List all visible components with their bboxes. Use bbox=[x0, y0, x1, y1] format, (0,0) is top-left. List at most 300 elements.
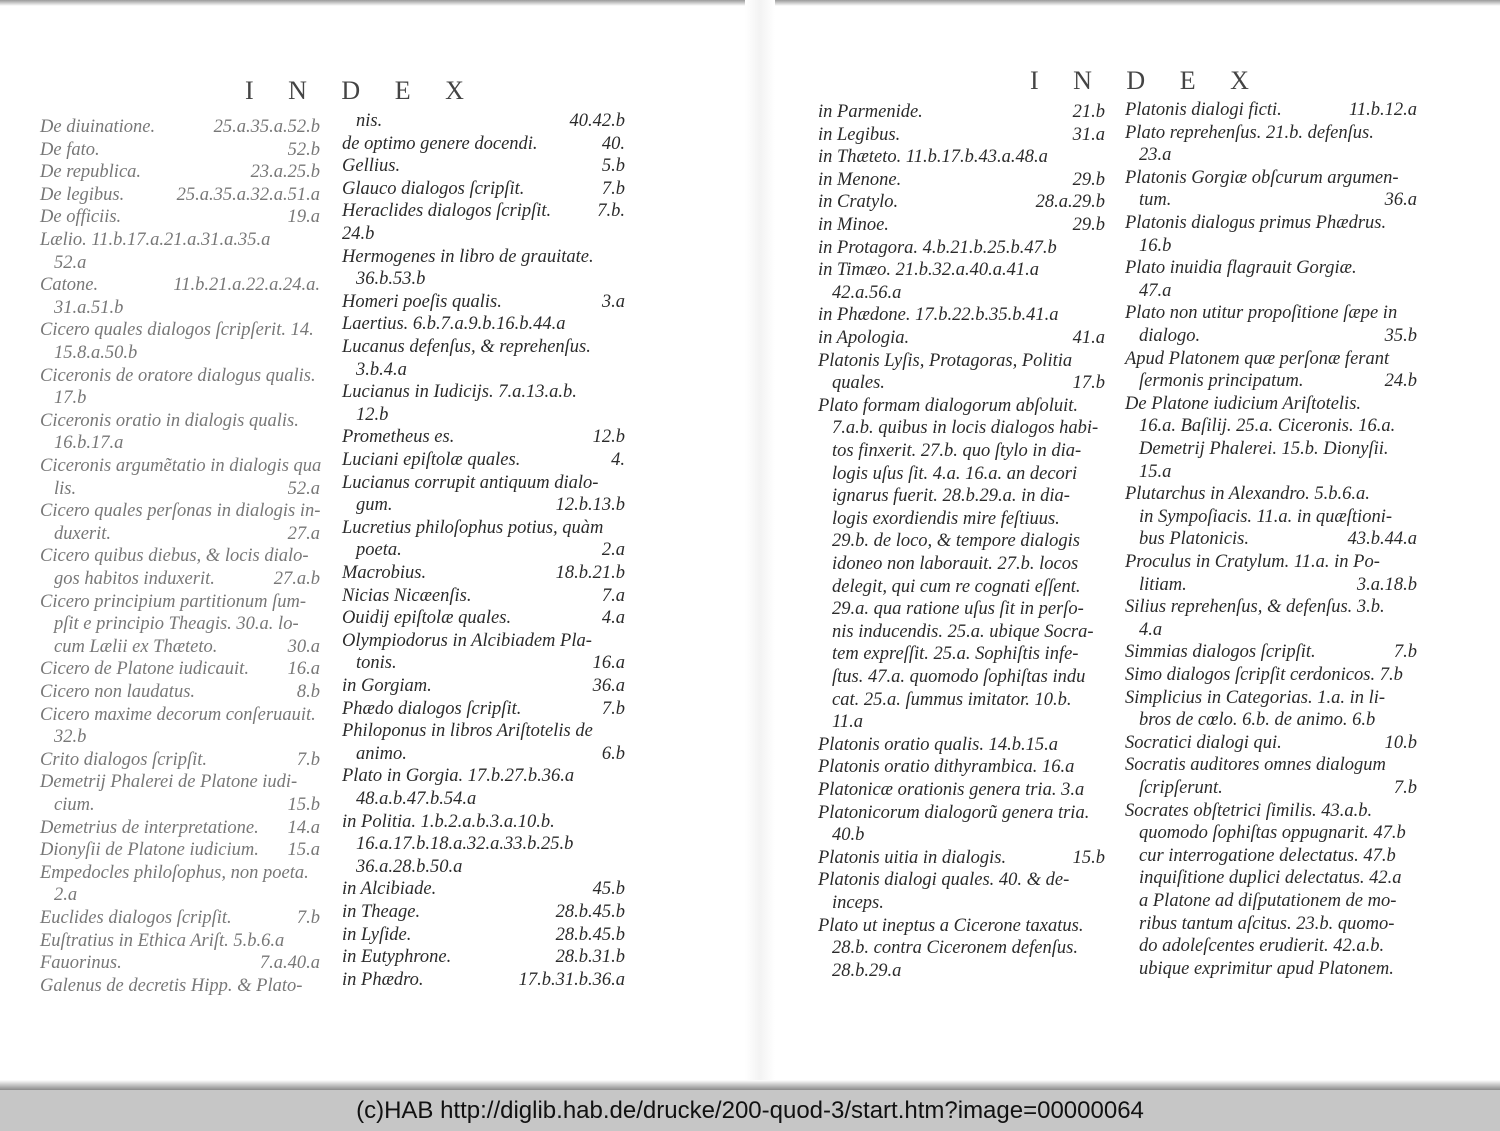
entry-text: cium. bbox=[54, 795, 95, 815]
index-entry bbox=[818, 915, 1105, 938]
index-entry bbox=[342, 743, 625, 766]
entry-text: gos habitos induxerit. bbox=[54, 569, 215, 589]
index-entry bbox=[342, 969, 625, 992]
entry-text: Nicias Nicæenſis. bbox=[342, 585, 472, 606]
page-reference: 30.a bbox=[287, 636, 320, 657]
entry-text: lis. bbox=[54, 478, 77, 499]
index-entry bbox=[1125, 777, 1417, 800]
entry-text: Ciceronis oratio in dialogis qualis. bbox=[40, 410, 299, 431]
page-reference: 5.b bbox=[601, 156, 625, 177]
index-entry bbox=[342, 924, 625, 947]
index-entry bbox=[1125, 506, 1417, 529]
index-entry bbox=[342, 223, 625, 246]
entry-text: in Legibus. bbox=[818, 124, 901, 145]
entry-text: 7.a.b. quibus in locis dialogos habi- bbox=[832, 418, 1099, 439]
entry-text: 36.a.28.b.50.a bbox=[356, 856, 463, 877]
entry-text: in Phædone. 17.b.22.b.35.b.41.a bbox=[818, 305, 1059, 326]
entry-text: Plato formam dialogorum abſoluit. bbox=[818, 395, 1079, 416]
entry-text: de optimo genere docendi. bbox=[342, 133, 538, 154]
index-entry bbox=[40, 184, 320, 207]
page-reference: 52.b bbox=[287, 139, 320, 160]
index-entry bbox=[40, 704, 320, 727]
entry-text: Cicero de Platone iudicauit. bbox=[40, 659, 249, 680]
page-reference: 19.a bbox=[287, 207, 320, 228]
index-entry bbox=[40, 342, 320, 365]
index-entry bbox=[818, 734, 1105, 757]
page-reference: 7.b bbox=[601, 178, 625, 199]
entry-text: quomodo ſophiſtas oppugnarit. 47.b bbox=[1139, 823, 1406, 844]
entry-text: inquiſitione duplici delectatus. 42.a bbox=[1139, 868, 1402, 889]
index-entry bbox=[40, 794, 320, 817]
page-reference: 35.b bbox=[1384, 326, 1417, 346]
index-entry bbox=[40, 749, 320, 772]
index-entry bbox=[342, 856, 625, 879]
entry-text: De fato. bbox=[40, 139, 100, 160]
page-reference: 3.a.18.b bbox=[1356, 574, 1417, 595]
entry-text: De diuinatione. bbox=[40, 117, 156, 137]
page-reference: 28.a.29.b bbox=[1035, 192, 1105, 213]
entry-text: duxerit. bbox=[54, 523, 112, 544]
entry-text: in Politia. 1.b.2.a.b.3.a.10.b. bbox=[342, 811, 555, 832]
index-entry bbox=[1125, 732, 1417, 755]
entry-text: 29.b. de loco, & tempore dialogis bbox=[832, 531, 1081, 552]
entry-text: in Cratylo. bbox=[818, 192, 899, 213]
index-entry bbox=[818, 485, 1105, 508]
index-entry bbox=[1125, 235, 1417, 258]
index-entry bbox=[1125, 528, 1417, 551]
index-entry bbox=[1125, 845, 1417, 868]
entry-text: Cicero quibus diebus, & locis dialo- bbox=[40, 546, 309, 567]
index-entry bbox=[818, 621, 1105, 644]
entry-text: 31.a.51.b bbox=[54, 297, 124, 318]
entry-text: tonis. bbox=[356, 653, 397, 674]
entry-text: Platonicæ orationis genera tria. 3.a bbox=[818, 780, 1085, 800]
entry-text: 52.a bbox=[54, 252, 87, 273]
entry-text: 29.a. qua ratione uſus ſit in perſo- bbox=[832, 599, 1084, 620]
index-entry bbox=[1125, 664, 1417, 687]
left-page-header: I N D E X bbox=[245, 76, 478, 105]
index-entry bbox=[1125, 415, 1417, 438]
entry-text: Apud Platonem quæ perſonæ ferant bbox=[1125, 348, 1390, 369]
index-entry bbox=[40, 139, 320, 162]
entry-text: Demetrius de interpretatione. bbox=[40, 817, 259, 838]
index-entry bbox=[1125, 212, 1417, 235]
index-entry bbox=[40, 568, 320, 591]
entry-text: 15.8.a.50.b bbox=[54, 343, 138, 363]
index-entry bbox=[342, 494, 625, 517]
scan-edge-bottom bbox=[0, 1080, 1500, 1090]
entry-text: 16.b.17.a bbox=[54, 433, 124, 454]
index-entry bbox=[1125, 551, 1417, 574]
index-entry bbox=[1125, 438, 1417, 461]
entry-text: Platonis Gorgiæ obſcurum argumen- bbox=[1125, 167, 1399, 188]
page-reference: 14.a bbox=[287, 817, 320, 838]
page-reference: 25.a.35.a.52.b bbox=[213, 117, 320, 137]
entry-text: Euclides dialogos ſcripſit. bbox=[40, 908, 232, 928]
index-entry bbox=[40, 116, 320, 139]
entry-text: ignarus fuerit. 28.b.29.a. in dia- bbox=[832, 486, 1070, 507]
index-entry bbox=[818, 553, 1105, 576]
page-reference: 16.a bbox=[592, 653, 625, 674]
index-entry bbox=[818, 395, 1105, 418]
page-reference: 27.a bbox=[287, 523, 320, 544]
entry-text: Ouidij epiſtolæ quales. bbox=[342, 608, 512, 629]
page-reference: 16.a bbox=[287, 659, 320, 680]
index-entry bbox=[40, 862, 320, 885]
page-reference: 28.b.45.b bbox=[555, 924, 625, 945]
index-entry bbox=[342, 449, 625, 472]
entry-text: Plato ut ineptus a Cicerone taxatus. bbox=[818, 915, 1084, 936]
index-entry bbox=[1125, 325, 1417, 348]
index-entry bbox=[818, 869, 1105, 892]
page-reference: 12.b.13.b bbox=[555, 495, 625, 516]
entry-text: ubique exprimitur apud Platonem. bbox=[1139, 958, 1394, 979]
entry-text: Philoponus in libros Ariſtotelis de bbox=[342, 721, 593, 742]
entry-text: nis inducendis. 25.a. ubique Socra- bbox=[832, 621, 1094, 642]
page-reference: 36.a bbox=[1384, 190, 1417, 211]
index-entry bbox=[818, 417, 1105, 440]
entry-text: Cicero non laudatus. bbox=[40, 682, 196, 702]
index-entry bbox=[818, 372, 1105, 395]
entry-text: Olympiodorus in Alcibiadem Pla- bbox=[342, 630, 592, 651]
index-entry bbox=[342, 246, 625, 269]
entry-text: Catone. bbox=[40, 275, 99, 296]
page-reference: 15.a bbox=[287, 840, 320, 861]
index-entry bbox=[342, 765, 625, 788]
entry-text: in Minoe. bbox=[818, 215, 889, 235]
page-reference: 7.b bbox=[1393, 642, 1417, 663]
entry-text: animo. bbox=[356, 743, 407, 764]
index-entry bbox=[342, 675, 625, 698]
index-entry bbox=[818, 756, 1105, 779]
entry-text: 12.b bbox=[356, 404, 389, 425]
index-entry bbox=[818, 847, 1105, 870]
index-entry bbox=[40, 545, 320, 568]
page-reference: 7.b bbox=[296, 908, 320, 928]
entry-text: 24.b bbox=[342, 224, 375, 244]
index-entry bbox=[1125, 302, 1417, 325]
index-entry bbox=[40, 839, 320, 862]
page-reference: 10.b bbox=[1384, 732, 1417, 753]
index-entry bbox=[818, 508, 1105, 531]
index-entry bbox=[342, 698, 625, 721]
index-entry bbox=[342, 652, 625, 675]
index-entry bbox=[1125, 280, 1417, 303]
entry-text: 32.b bbox=[54, 727, 87, 748]
index-entry bbox=[40, 613, 320, 636]
page-reference: 17.b.31.b.36.a bbox=[518, 969, 625, 990]
entry-text: 4.a bbox=[1139, 619, 1163, 640]
entry-text: in Apologia. bbox=[818, 328, 910, 348]
index-entry bbox=[818, 802, 1105, 825]
page-reference: 40.42.b bbox=[569, 111, 625, 131]
index-entry bbox=[40, 817, 320, 840]
index-entry bbox=[40, 410, 320, 433]
entry-text: Galenus de decretis Hipp. & Plato- bbox=[40, 975, 303, 996]
entry-text: in Phædro. bbox=[342, 969, 424, 990]
index-entry bbox=[1125, 754, 1417, 777]
page-reference: 40. bbox=[601, 133, 625, 154]
entry-text: Ciceronis argumẽtatio in dialogis qua bbox=[40, 456, 322, 476]
entry-text: Cicero maxime decorum conſeruauit. bbox=[40, 704, 316, 725]
entry-text: idoneo non laborauit. 27.b. locos bbox=[832, 554, 1079, 574]
index-entry bbox=[40, 432, 320, 455]
entry-text: Platonis uitia in dialogis. bbox=[818, 847, 1007, 868]
entry-text: 11.a bbox=[832, 712, 864, 733]
index-entry bbox=[1125, 596, 1417, 619]
page-reference: 28.b.45.b bbox=[555, 902, 625, 922]
entry-text: Dionyſii de Platone iudicium. bbox=[40, 840, 259, 861]
entry-text: in Eutyphrone. bbox=[342, 947, 452, 968]
index-entry bbox=[1125, 867, 1417, 890]
entry-text: in Thæteto. 11.b.17.b.43.a.48.a bbox=[818, 147, 1048, 168]
entry-text: in Alcibiade. bbox=[342, 879, 437, 900]
index-entry bbox=[818, 530, 1105, 553]
page-reference: 15.b bbox=[287, 795, 320, 815]
entry-text: 17.b bbox=[54, 388, 87, 409]
index-entry bbox=[1125, 167, 1417, 190]
entry-text: Fauorinus. bbox=[40, 953, 122, 974]
entry-text: 47.a bbox=[1139, 280, 1172, 301]
index-entry bbox=[818, 124, 1105, 147]
entry-text: cur interrogatione delectatus. 47.b bbox=[1139, 845, 1396, 866]
entry-text: Lucianus corrupit antiquum dialo- bbox=[342, 472, 599, 493]
entry-text: Hermogenes in libro de grauitate. bbox=[342, 246, 594, 267]
entry-text: gum. bbox=[356, 495, 393, 516]
entry-text: Demetrij Phalerei de Platone iudi- bbox=[40, 772, 298, 793]
entry-text: De Platone iudicium Ariſtotelis. bbox=[1125, 393, 1362, 414]
page-reference: 29.b bbox=[1072, 215, 1105, 235]
index-entry bbox=[342, 472, 625, 495]
page-reference: 15.b bbox=[1072, 847, 1105, 868]
copyright-footer: (c)HAB http://diglib.hab.de/drucke/200-quod-3/start.htm?image=00000064 bbox=[0, 1090, 1500, 1131]
index-entry bbox=[818, 689, 1105, 712]
index-entry bbox=[1125, 641, 1417, 664]
index-entry bbox=[40, 884, 320, 907]
page-reference: 18.b.21.b bbox=[555, 563, 625, 583]
page-reference: 52.a bbox=[287, 478, 320, 499]
entry-text: Platonis dialogi ficti. bbox=[1125, 100, 1282, 120]
index-entry bbox=[342, 562, 625, 585]
index-entry bbox=[1125, 370, 1417, 393]
page-reference: 6.b bbox=[601, 743, 625, 764]
entry-text: Platonis oratio dithyrambica. 16.a bbox=[818, 757, 1075, 778]
entry-text: Ciceronis de oratore dialogus qualis. bbox=[40, 365, 316, 386]
page-reference: 31.a bbox=[1072, 124, 1105, 145]
entry-text: quales. bbox=[832, 373, 885, 394]
index-entry bbox=[1125, 393, 1417, 416]
page-reference: 7.b bbox=[296, 749, 320, 770]
index-entry bbox=[40, 523, 320, 546]
index-entry bbox=[818, 440, 1105, 463]
index-entry bbox=[342, 404, 625, 427]
entry-text: poeta. bbox=[356, 540, 402, 561]
entry-text: Euſtratius in Ethica Ariſt. 5.b.6.a bbox=[40, 930, 285, 951]
entry-text: Silius reprehenſus, & defenſus. 3.b. bbox=[1125, 597, 1385, 618]
entry-text: Lucretius philoſophus potius, quàm bbox=[342, 517, 604, 538]
index-entry bbox=[342, 155, 625, 178]
entry-text: dialogo. bbox=[1139, 326, 1201, 346]
entry-text: Cicero principium partitionum ſum- bbox=[40, 591, 307, 612]
page-reference: 11.b.12.a bbox=[1348, 100, 1417, 120]
index-entry bbox=[342, 291, 625, 314]
entry-text: Demetrij Phalerei. 15.b. Dionyſii. bbox=[1139, 439, 1389, 459]
index-entry bbox=[1125, 709, 1417, 732]
page-reference: 7.a bbox=[601, 585, 625, 606]
entry-text: ſtus. 47.a. quomodo ſophiſtas indu bbox=[832, 667, 1086, 687]
index-entry bbox=[40, 365, 320, 388]
entry-text: delegit, qui cum re cognati eſſent. bbox=[832, 576, 1081, 597]
index-entry bbox=[1125, 619, 1417, 642]
index-entry bbox=[342, 110, 625, 133]
index-entry bbox=[342, 268, 625, 291]
index-entry bbox=[342, 788, 625, 811]
index-entry bbox=[40, 229, 320, 252]
index-entry bbox=[1125, 189, 1417, 212]
index-entry bbox=[1125, 257, 1417, 280]
entry-text: Simplicius in Categorias. 1.a. in li- bbox=[1125, 687, 1386, 708]
entry-text: Prometheus es. bbox=[342, 427, 455, 448]
index-entry bbox=[818, 327, 1105, 350]
page-reference: 45.b bbox=[592, 879, 625, 900]
entry-text: ſcripſerunt. bbox=[1139, 778, 1223, 798]
index-entry bbox=[40, 500, 320, 523]
index-entry bbox=[40, 726, 320, 749]
right-page-header: I N D E X bbox=[1030, 66, 1263, 95]
index-entry bbox=[818, 824, 1105, 847]
entry-text: in Timæo. 21.b.32.a.40.a.41.a bbox=[818, 260, 1039, 281]
index-entry bbox=[342, 539, 625, 562]
index-entry bbox=[818, 892, 1105, 915]
index-entry bbox=[1125, 122, 1417, 145]
entry-text: logis uſus ſit. 4.a. 16.a. an decori bbox=[832, 463, 1078, 484]
entry-text: 40.b bbox=[832, 825, 865, 846]
index-entry bbox=[40, 161, 320, 184]
page-reference: 24.b bbox=[1384, 371, 1417, 392]
entry-text: bros de cœlo. 6.b. de animo. 6.b bbox=[1139, 710, 1376, 731]
entry-text: Lucanus defenſus, & reprehenſus. bbox=[342, 337, 591, 357]
entry-text: inceps. bbox=[832, 893, 884, 913]
index-entry bbox=[1125, 483, 1417, 506]
index-entry bbox=[342, 833, 625, 856]
index-entry bbox=[818, 666, 1105, 689]
index-entry bbox=[818, 101, 1105, 124]
entry-text: De republica. bbox=[40, 162, 142, 183]
index-entry bbox=[40, 206, 320, 229]
index-entry bbox=[818, 214, 1105, 237]
entry-text: a Platone ad diſputationem de mo- bbox=[1139, 891, 1397, 911]
index-entry bbox=[1125, 890, 1417, 913]
index-entry bbox=[818, 463, 1105, 486]
entry-text: Socratis auditores omnes dialogum bbox=[1125, 755, 1386, 776]
index-entry bbox=[818, 304, 1105, 327]
index-entry bbox=[40, 681, 320, 704]
index-entry bbox=[818, 146, 1105, 169]
entry-text: Platonicorum dialogorũ genera tria. bbox=[818, 802, 1090, 823]
index-entry bbox=[342, 607, 625, 630]
index-entry bbox=[342, 381, 625, 404]
entry-text: Socratici dialogi qui. bbox=[1125, 732, 1282, 753]
entry-text: cum Lælii ex Thæteto. bbox=[54, 636, 218, 657]
entry-text: cat. 25.a. ſummus imitator. 10.b. bbox=[832, 689, 1072, 710]
page-reference: 36.a bbox=[592, 676, 625, 696]
index-entry bbox=[1125, 800, 1417, 823]
entry-text: 16.b bbox=[1139, 235, 1172, 256]
entry-text: Laertius. 6.b.7.a.9.b.16.b.44.a bbox=[342, 314, 566, 335]
entry-text: Platonis Lyſis, Protagoras, Politia bbox=[818, 350, 1073, 371]
index-entry bbox=[818, 169, 1105, 192]
page-reference: 29.b bbox=[1072, 169, 1105, 190]
page-reference: 7.a.40.a bbox=[259, 953, 320, 974]
entry-text: pſit e principio Theagis. 30.a. lo- bbox=[54, 614, 299, 635]
page-reference: 41.a bbox=[1072, 328, 1105, 348]
entry-text: Macrobius. bbox=[342, 563, 427, 583]
page-reference: 7.b. bbox=[597, 201, 625, 222]
entry-text: litiam. bbox=[1139, 574, 1187, 595]
index-entry bbox=[40, 930, 320, 953]
index-entry bbox=[40, 478, 320, 501]
entry-text: 36.b.53.b bbox=[356, 269, 426, 290]
entry-text: Simo dialogos ſcripſit cerdonicos. 7.b bbox=[1125, 665, 1403, 685]
index-entry bbox=[342, 200, 625, 223]
index-entry bbox=[818, 598, 1105, 621]
entry-text: Socrates obſtetrici ſimilis. 43.a.b. bbox=[1125, 800, 1373, 821]
index-entry bbox=[818, 576, 1105, 599]
index-entry bbox=[342, 630, 625, 653]
index-entry bbox=[342, 336, 625, 359]
index-entry bbox=[1125, 913, 1417, 936]
page-reference: 8.b bbox=[296, 682, 320, 702]
entry-text: Cicero quales perſonas in dialogis in- bbox=[40, 501, 321, 522]
page-reference: 7.b bbox=[601, 698, 625, 719]
entry-text: 15.a bbox=[1139, 461, 1172, 482]
index-entry bbox=[818, 643, 1105, 666]
index-entry bbox=[1125, 348, 1417, 371]
page-reference: 11.b.21.a.22.a.24.a. bbox=[173, 275, 320, 296]
index-entry bbox=[40, 771, 320, 794]
index-entry bbox=[1125, 822, 1417, 845]
index-entry bbox=[342, 178, 625, 201]
index-entry bbox=[1125, 935, 1417, 958]
entry-text: 28.b. contra Ciceronem defenſus. bbox=[832, 938, 1078, 959]
index-entry bbox=[342, 878, 625, 901]
entry-text: 3.b.4.a bbox=[356, 359, 407, 380]
page-reference: 25.a.35.a.32.a.51.a bbox=[176, 184, 320, 205]
page-reference: 4.a bbox=[601, 608, 625, 629]
entry-text: 48.a.b.47.b.54.a bbox=[356, 789, 477, 809]
index-entry bbox=[342, 133, 625, 156]
index-entry bbox=[40, 907, 320, 930]
index-entry bbox=[818, 711, 1105, 734]
entry-text: Plato non utitur propoſitione ſæpe in bbox=[1125, 303, 1398, 324]
entry-text: in Sympoſiacis. 11.a. in quæſtioni- bbox=[1139, 506, 1392, 527]
index-entry bbox=[342, 359, 625, 382]
entry-text: in Lyſide. bbox=[342, 924, 412, 945]
index-entry bbox=[342, 901, 625, 924]
index-entry bbox=[818, 350, 1105, 373]
page-reference: 23.a.25.b bbox=[250, 162, 320, 183]
index-entry bbox=[818, 259, 1105, 282]
index-entry bbox=[342, 946, 625, 969]
entry-text: Plato in Gorgia. 17.b.27.b.36.a bbox=[342, 766, 575, 787]
index-entry bbox=[342, 585, 625, 608]
index-entry bbox=[818, 960, 1105, 983]
entry-text: 16.a.17.b.18.a.32.a.33.b.25.b bbox=[356, 834, 574, 855]
entry-text: do adoleſcentes erudierit. 42.a.b. bbox=[1139, 936, 1385, 957]
entry-text: Phædo dialogos ſcripſit. bbox=[342, 698, 522, 719]
index-entry bbox=[40, 455, 320, 478]
page-reference: 21.b bbox=[1072, 102, 1105, 122]
